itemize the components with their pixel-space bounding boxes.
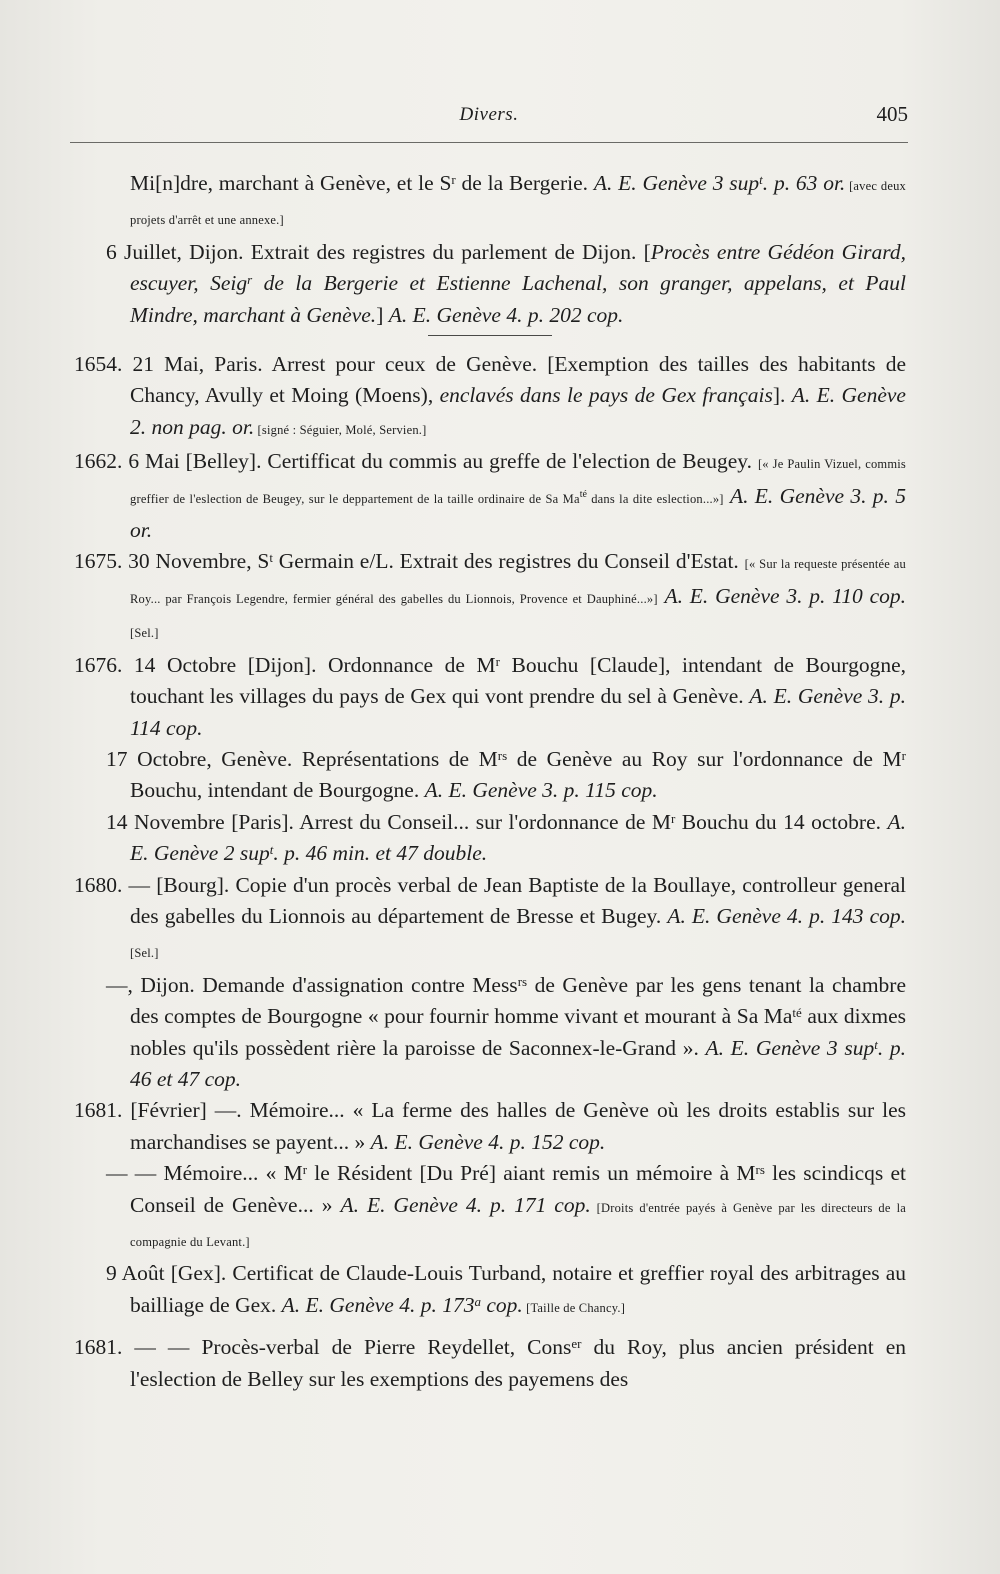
entry-1680 [74,870,906,970]
citation-text: enclavés dans le pays de Gex français [439,383,773,408]
superscript: r [670,810,676,826]
superscript: r [451,172,456,187]
citation-text: A. E. Genève 4. p. 202 cop. [388,302,624,327]
entry-text: 1675. 30 Novembre, S [74,549,270,574]
running-title: Divers. [459,104,519,125]
citation-text: A. E. Genève 3. p. 110 cop. [664,583,906,608]
editorial-note: dans la dite eslection...»] [586,491,724,506]
entry-text: 1680. — [Bourg]. Copie d'un procès verbal de Jean Baptiste de la Boullaye, controlleur general des gabelles du Lionnois au département de Bresse et Bugey. [74,872,906,928]
entry-text: du Roy, plus ancien président en l'eslection de Belley sur les exemptions des payemens des [130,1335,906,1391]
entry-text: Germain e/L. Extrait des registres du Conseil d'Estat. [272,549,745,574]
entry-text: 1654. 21 Mai, Paris. Arrest pour ceux de Genève. [Exemption des tailles des habitants de Chancy, Avully et Moing (Moens), [74,352,906,408]
entry-text: le Résident [Du Pré] aiant remis un mémoire à M [307,1161,756,1186]
entry-memoire-resident [74,1158,906,1258]
entry-text: 17 Octobre, Genève. Représentations de M [106,746,498,771]
superscript: r [495,653,500,669]
superscript: t [874,1036,878,1052]
citation-text: A. E. Genève 2. non pag. or. [130,383,906,439]
entry-text: de Genève par les gens tenant la chambre des comptes de Bourgogne « pour fournir homme vivant et mourant à Sa Ma [130,972,906,1029]
editorial-note: [Sel.] [130,946,159,961]
entry-text: les scindicqs et Conseil de Genève... » [130,1161,906,1217]
entry-1675 [74,546,906,649]
entry-1681-proces-verbal [74,1332,906,1395]
entry-text: — — Mémoire... « M [106,1161,303,1186]
citation-text: . p. 46 min. et 47 double. [273,841,488,866]
entry-17-octobre [74,744,906,807]
editorial-note: [« Je Paulin Vizuel, commis greffier de l'eslection de Beugey, sur le deppartement de la taille ordinaire de Sa Ma [130,457,906,506]
editorial-note: [Taille de Chancy.] [522,1300,626,1315]
entry-1681-fevrier [74,1095,906,1158]
superscript: r [247,272,253,288]
entry-text: Bouchu [Claude], intendant de Bourgogne, touchant les villages du pays de Gex qui vont prendre du sel à Genève. [130,652,906,709]
citation-text: A. E. Genève 3 sup [593,171,760,195]
editorial-note: [« Sur la requeste présentée au Roy... par François Legendre, fermier général des gabelles du Lionnois, Provence et Dauphiné...»] [130,557,907,606]
superscript: r [901,747,906,763]
superscript: r [302,1162,308,1178]
entry-dijon [74,970,906,1096]
citation-text: . p. 46 et 47 cop. [130,1035,907,1091]
citation-text: A. E. Genève 2 sup [130,809,906,866]
entry-text [658,584,665,608]
entry-text: —, Dijon. Demande d'assignation contre Mess [106,972,518,997]
entry-text: 1681. [Février] —. Mémoire... « La ferme des halles de Genève où les droits establis sur les marchandises se payent... » [74,1098,906,1154]
entry-text: Bouchu, intendant de Bourgogne. [130,778,425,803]
entry-6-juillet [74,237,906,331]
citation-text: A. E. Genève 3. p. 114 cop. [130,684,906,740]
citation-text: A. E. Genève 3. p. 115 cop. [424,778,658,803]
entry-14-novembre [74,807,906,870]
entry-1654 [74,349,906,446]
superscript: té [579,488,587,500]
citation-text: A. E. Genève 4. p. 143 cop. [667,903,906,928]
citation-text: cop. [480,1292,523,1317]
editorial-note: [Droits d'entrée payés à Genève par les directeurs de la compagnie du Levant.] [130,1200,906,1249]
entry-text: de Genève au Roy sur l'ordonnance de M [507,746,902,771]
entry-text: 1681. — — Procès-verbal de Pierre Reydellet, Cons [74,1335,572,1360]
entry-text: 1662. 6 Mai [Belley]. Certifficat du commis au greffe de l'election de Beugey. [74,449,758,474]
entry-text: 1676. 14 Octobre [Dijon]. Ordonnance de M [74,652,496,677]
editorial-note: [Sel.] [130,626,159,641]
superscript: a [474,1293,481,1309]
entry-text: de la Bergerie. [455,171,594,195]
superscript: t [269,842,274,858]
citation-text: A. E. Genève 4. p. 171 cop. [340,1192,591,1217]
entry-text: 14 Novembre [Paris]. Arrest du Conseil... sur l'ordonnance de M [106,809,671,834]
citation-text: A. E. Genève 4. p. 152 cop. [370,1129,606,1154]
superscript: rs [517,973,528,989]
editorial-note: [avec deux projets d'arrêt et une annexe.] [130,179,906,228]
entry-1676 [74,650,906,744]
superscript: rs [497,747,508,763]
citation-text: A. E. Genève 3 sup [705,1035,875,1060]
entry-1662 [74,446,906,546]
entry-text: 6 Juillet, Dijon. Extrait des registres du parlement de Dijon. [ [106,239,651,264]
citation-text: A. E. Genève 3. p. 5 or. [130,483,906,543]
entry-text: ]. [772,383,792,408]
citation-text: . p. 63 or. [762,171,846,195]
page-header [70,100,908,140]
superscript: t [759,172,763,187]
superscript: té [792,1005,802,1021]
header-rule [70,142,908,143]
citation-text: de la Bergerie et Estienne Lachenal, son granger, appelans, et Paul Mindre, marchant à Genève. [130,271,906,327]
entry-text: Bouchu du 14 octobre. [675,809,888,834]
page-number: 405 [876,102,908,126]
entry-text: aux dixmes nobles qu'ils possèdent rière la paroisse de Saconnex-le-Grand ». [130,1004,906,1060]
superscript: t [269,550,273,566]
entry-text: ] [376,302,389,327]
entry-text: 9 Août [Gex]. Certificat de Claude-Louis Turband, notaire et greffier royal des arbitrages au bailliage de Gex. [106,1261,906,1317]
entry-9-aout [74,1258,906,1324]
superscript: rs [755,1162,765,1178]
section-separator [428,335,552,336]
citation-text: Procès entre Gédéon Girard, escuyer, Seig [130,239,906,296]
entry-continuation [74,168,906,237]
editorial-note: [signé : Séguier, Molé, Servien.] [254,422,427,437]
page-body [74,168,906,1395]
entry-text: Mi[n]dre, marchant à Genève, et le S [130,171,452,195]
superscript: er [571,1336,582,1352]
citation-text: A. E. Genève 4. p. 173 [281,1292,475,1317]
